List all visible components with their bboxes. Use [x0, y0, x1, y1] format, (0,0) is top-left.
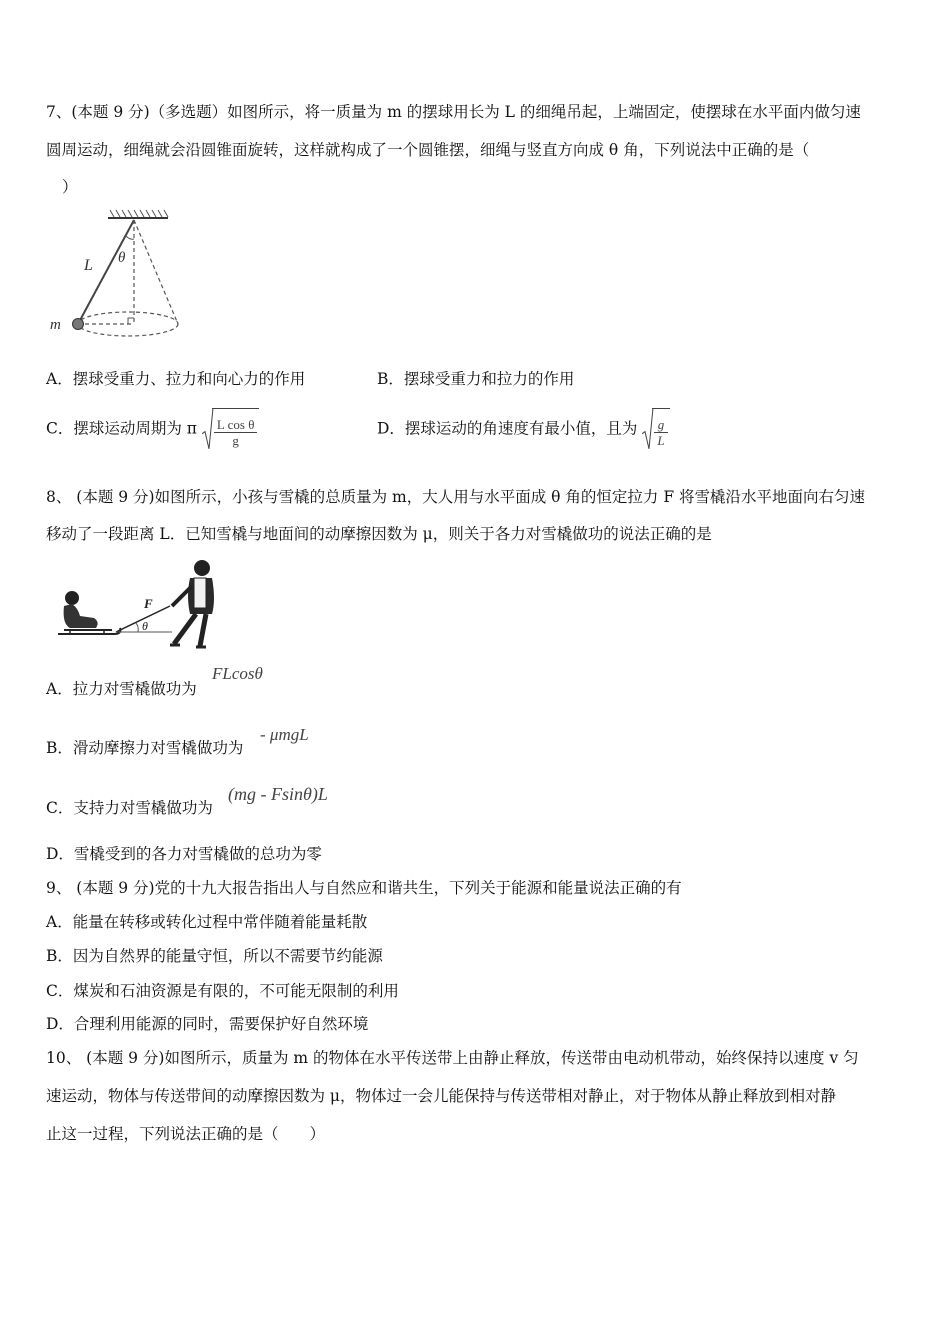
q7-c-numerator: L cos θ [214, 417, 258, 433]
q9-option-d: D．合理利用能源的同时，需要保护好自然环境 [46, 1015, 369, 1033]
q8-option-b: B．滑动摩擦力对雪橇做功为 [46, 739, 244, 757]
q7-stem-line2: 圆周运动，细绳就会沿圆锥面旋转，这样就构成了一个圆锥摆，细绳与竖直方向成 θ 角，下列说法中正确的是（ [46, 141, 810, 159]
label-L: L [84, 257, 93, 274]
q10-stem-line3: 止这一过程，下列说法正确的是（ ） [46, 1125, 326, 1143]
q7-option-c-text: C．摆球运动周期为 π [46, 419, 197, 438]
q7-d-numerator: g [654, 417, 667, 433]
q8-option-d: D．雪橇受到的各力对雪橇做的总功为零 [46, 845, 322, 863]
q7-c-denominator: g [232, 432, 239, 448]
q7-option-d [377, 408, 670, 451]
q8-option-a: A．拉力对雪橇做功为 [46, 680, 197, 698]
label-theta: θ [118, 250, 126, 266]
q9-option-b: B．因为自然界的能量守恒，所以不需要节约能源 [46, 947, 383, 965]
q7-option-b: B．摆球受重力和拉力的作用 [377, 370, 575, 388]
q9-option-c: C．煤炭和石油资源是有限的，不可能无限制的利用 [46, 982, 399, 1000]
q8-option-c-formula: (mg - Fsinθ)L [228, 784, 328, 804]
conical-pendulum-figure [46, 208, 196, 348]
q8-option-a-formula: FLcosθ [212, 664, 263, 683]
sqrt-expression [202, 408, 260, 451]
label-theta: θ [142, 619, 148, 633]
q8-option-b-formula: - μmgL [260, 725, 309, 744]
sqrt-expression [642, 408, 669, 451]
sled-pull-figure [52, 556, 222, 652]
q8-stem-line2: 移动了一段距离 L．已知雪橇与地面间的动摩擦因数为 μ，则关于各力对雪橇做功的说法正确的是 [46, 525, 712, 543]
q7-option-c [46, 408, 259, 451]
q7-option-d-text: D．摆球运动的角速度有最小值，且为 [377, 419, 638, 438]
label-F: F [144, 596, 153, 611]
q9-stem-line1: 9、 (本题 9 分)党的十九大报告指出人与自然应和谐共生，下列关于能源和能量说法正确的有 [46, 879, 682, 897]
q7-stem-line1: 7、(本题 9 分)（多选题）如图所示，将一质量为 m 的摆球用长为 L 的细绳吊起，上端固定，使摆球在水平面内做匀速 [46, 103, 861, 121]
q10-stem-line1: 10、 (本题 9 分)如图所示，质量为 m 的物体在水平传送带上由静止释放，传送带由电动机带动，始终保持以速度 v 匀 [46, 1049, 859, 1067]
q7-d-denominator: L [657, 432, 665, 448]
q8-option-c: C．支持力对雪橇做功为 [46, 799, 213, 817]
label-m: m [50, 317, 61, 333]
q7-stem-line3: ） [62, 178, 78, 196]
q8-stem-line1: 8、 (本题 9 分)如图所示，小孩与雪橇的总质量为 m，大人用与水平面成 θ 角的恒定拉力 F 将雪橇沿水平地面向右匀速 [46, 488, 866, 506]
q9-option-a: A．能量在转移或转化过程中常伴随着能量耗散 [46, 913, 368, 931]
q10-stem-line2: 速运动，物体与传送带间的动摩擦因数为 μ，物体过一会儿能保持与传送带相对静止，对于物体从静止释放到相对静 [46, 1087, 837, 1105]
q7-option-a: A．摆球受重力、拉力和向心力的作用 [46, 370, 306, 388]
